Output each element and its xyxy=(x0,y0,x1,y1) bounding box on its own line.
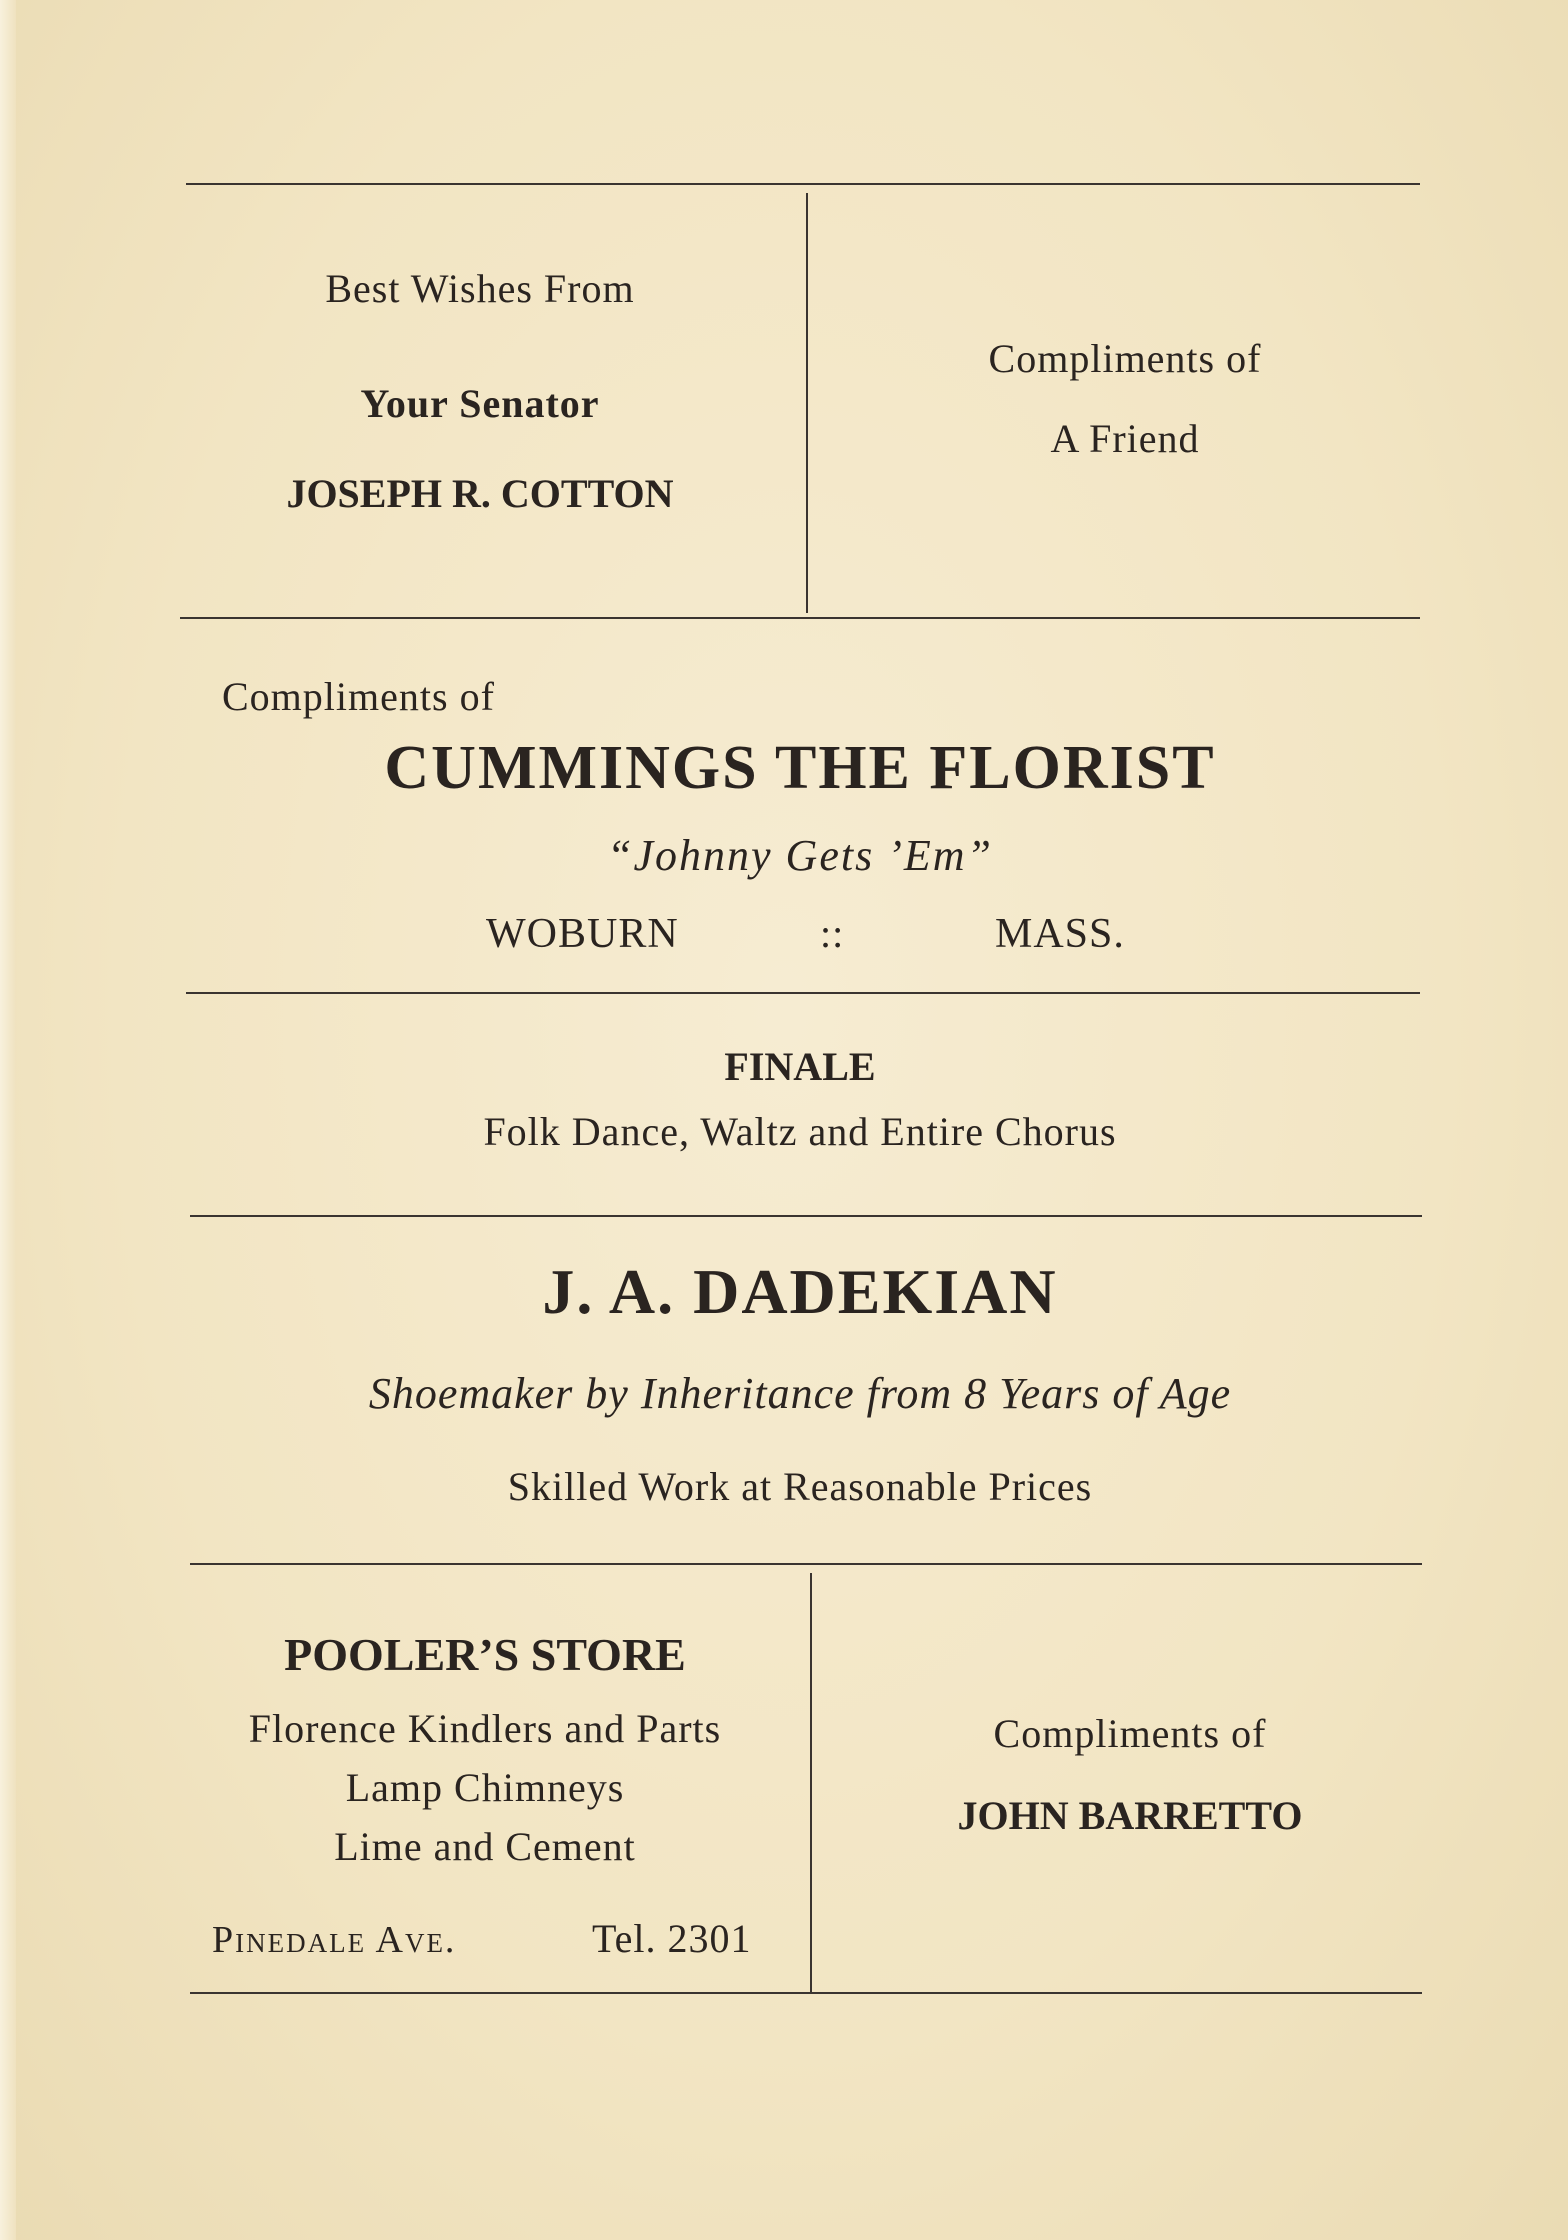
dadekian-tagline: Shoemaker by Inheritance from 8 Years of Age xyxy=(368,1369,1232,1418)
senator-title: Your Senator xyxy=(360,381,600,426)
pooler-address: Pinedale Ave. xyxy=(212,1919,457,1961)
pooler-item-2: Lamp Chimneys xyxy=(345,1765,625,1810)
senator-name: JOSEPH R. COTTON xyxy=(286,471,674,516)
page-edge xyxy=(0,0,16,2240)
rule-after-dadekian xyxy=(190,1563,1422,1565)
barretto-name: JOHN BARRETTO xyxy=(957,1793,1303,1838)
florist-state: MASS. xyxy=(995,911,1125,957)
rule-bottom xyxy=(190,1992,1422,1994)
florist-separator: :: xyxy=(820,911,845,956)
pooler-phone: Tel. 2301 xyxy=(592,1916,752,1961)
rule-divider-bottom xyxy=(810,1573,812,1993)
rule-divider-top xyxy=(806,193,808,613)
florist-city: WOBURN xyxy=(486,911,679,957)
friend-intro: Compliments of xyxy=(988,336,1262,381)
dadekian-name: J. A. DADEKIAN xyxy=(542,1256,1058,1327)
pooler-item-3: Lime and Cement xyxy=(334,1824,636,1869)
rule-after-finale xyxy=(190,1215,1422,1217)
pooler-name: POOLER’S STORE xyxy=(284,1629,686,1680)
florist-name: CUMMINGS THE FLORIST xyxy=(384,734,1216,802)
barretto-intro: Compliments of xyxy=(993,1711,1267,1756)
friend-name: A Friend xyxy=(1050,416,1200,461)
rule-after-florist xyxy=(186,992,1420,994)
rule-top xyxy=(186,183,1420,185)
finale-title: FINALE xyxy=(724,1044,876,1089)
pooler-item-1: Florence Kindlers and Parts xyxy=(248,1706,722,1751)
senator-greeting: Best Wishes From xyxy=(325,266,635,311)
dadekian-note: Skilled Work at Reasonable Prices xyxy=(507,1464,1093,1509)
florist-intro: Compliments of xyxy=(222,674,495,719)
rule-after-top xyxy=(180,617,1420,619)
florist-slogan: “Johnny Gets ’Em” xyxy=(607,831,993,880)
finale-description: Folk Dance, Waltz and Entire Chorus xyxy=(483,1109,1117,1154)
